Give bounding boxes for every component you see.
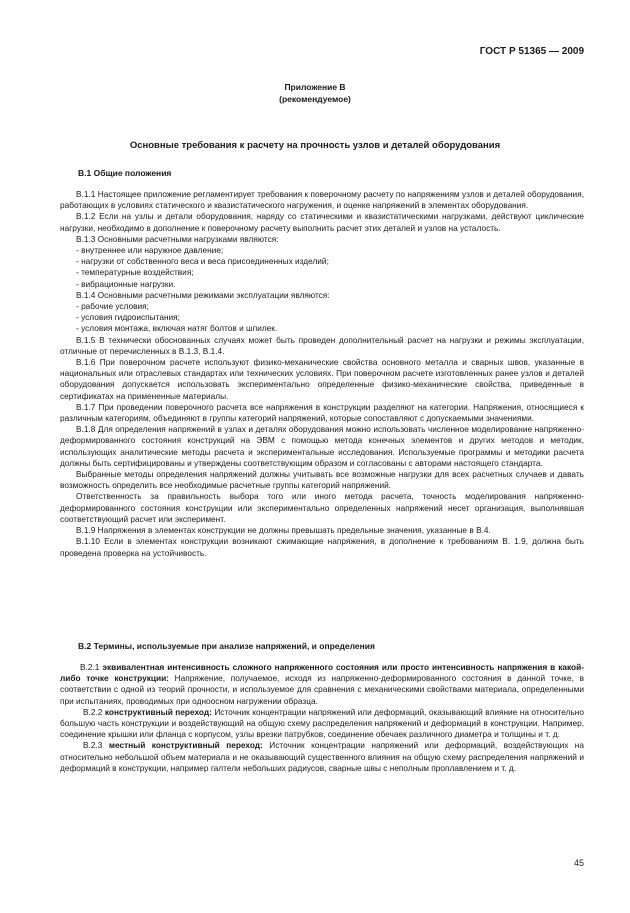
paragraph-b1-4: В.1.4 Основными расчетными режимами эксплуатации являются: — [76, 289, 330, 300]
term-b2-3 — [60, 740, 584, 774]
section-b2-body — [60, 662, 584, 774]
term-name: конструктивный переход: — [104, 706, 212, 717]
paragraph-b1-5: В.1.5 В технически обоснованных случаях может быть проведен дополнительный расчет на нагрузки и режимы эксплуатации, отличные от перечисленных в В.1.3, В.1.4. — [60, 334, 584, 356]
paragraph-b1-6: В.1.6 При поверочном расчете используют физико-механические свойства основного металла и сварных швов, указанные в национальных или отраслевых стандартах или технических условиях. При поверочном расчете изготовленных ранее узлов и деталей оборудования допускается использовать экспериментально определенные физико-механические свойства, приведенные в сертификатах на примененные материалы. — [60, 357, 584, 401]
annex-title: Приложение В — [284, 82, 346, 92]
paragraph-b1-1: В.1.1 Настоящее приложение регламентирует требования к поверочному расчету по напряжениям узлов и деталей оборудования, работающих в условиях статического и квазистатического нагружения, и оценке напряжений в элементах оборудования. — [60, 189, 584, 211]
term-b2-2 — [60, 707, 584, 741]
paragraph-b1-8-responsibility: Ответственность за правильность выбора того или иного метода расчета, точность моделирования напряженно-деформированного состояния конструкции или экспериментально определенных напряжений несет организация, выполнявшая соответствующий расчет или эксперимент. — [60, 491, 584, 524]
term-number: В.2.2 — [83, 706, 103, 717]
list-item: - внутреннее или наружное давление; — [76, 245, 224, 256]
paragraph-b1-3: В.1.3 Основными расчетными нагрузками являются: — [76, 233, 279, 244]
section-heading-b1: В.1 Общие положения — [78, 168, 172, 178]
annex-main-title: Основные требования к расчету на прочность узлов и деталей оборудования — [129, 140, 501, 151]
term-b2-1 — [60, 662, 584, 707]
annex-heading — [0, 82, 630, 105]
term-definition: Источник концентрации напряжений или деформаций, воздействующих на относительно небольшой объем материала и не оказывающий существенного влияния на общую схему распределения напряжений и деформаций в конструкции, например галтели небольших радиусов, сварные швы с неполным проплавлением и т. д. — [60, 740, 585, 773]
list-item: - условия гидроиспытания; — [76, 312, 180, 323]
paragraph-b1-2: В.1.2 Если на узлы и детали оборудования, наряду со статическими и квазистатическими нагрузками, действуют циклические нагрузки, необходимо в дополнение к поверочному расчету выполнить расчет этих деталей и узлов на усталость. — [60, 211, 584, 233]
list-item: - температурные воздействия; — [76, 267, 194, 278]
list-item: - условия монтажа, включая натяг болтов и шпилек. — [76, 323, 278, 334]
term-number: В.2.1 — [80, 662, 100, 672]
paragraph-b1-7: В.1.7 При проведении поверочного расчета все напряжения в конструкции разделяют на категории. Напряжения, относящиеся к различным категориям, объединяют в группы категорий напряжений, которые сопоставляют с допускаемыми значениями. — [60, 401, 584, 424]
term-name: местный конструктивный переход: — [108, 740, 263, 751]
section-heading-b2: В.2 Термины, используемые при анализе напряжений, и определения — [78, 641, 375, 651]
list-item: - вибрационные нагрузки. — [76, 278, 176, 289]
paragraph-b1-10: В.1.10 Если в элементах конструкции возникают сжимающие напряжения, в дополнение к требованиям В. 1.9, должна быть проведена проверка на устойчивость. — [60, 536, 584, 558]
paragraph-b1-8-methods: Выбранные методы определения напряжений должны учитывать все возможные нагрузки для всех расчетных случаев и давать возможность определить все необходимые расчетные группы категорий напряжений. — [60, 469, 584, 491]
list-item: - нагрузки от собственного веса и веса присоединенных изделий; — [76, 256, 329, 267]
page-number: 45 — [573, 858, 584, 868]
section-b1-body — [60, 189, 584, 559]
annex-type: (рекомендуемое) — [279, 93, 351, 104]
term-number: В.2.3 — [83, 740, 103, 751]
term-definition: Источник концентрации напряжений или деформаций, оказывающий влияние на относительно большую часть конструкции и воздействующий на общую схему распределения напряжений и деформаций в конструкции. Например, соединение крышки или фланца с корпусом, узлы врезки патрубков, соединение обечаек различного диаметра и толщины и т. д. — [60, 706, 584, 740]
paragraph-b1-8: В.1.8 Для определения напряжений в узлах и деталях оборудования можно использовать численное моделирование напряженно-деформированного состояния конструкций на ЭВМ с помощью метода конечных элементов и других методов и методик, использующих аналитические методы расчета и экспериментальные исследования. Используемые программы и методики расчета должны быть сертифицированы и утверждены соответствующим образом и согласованы с авторами настоящего стандарта. — [60, 424, 584, 468]
term-name: эквивалентная интенсивность сложного напряженного состояния или просто интенсивность напряжения в какой-либо точке конструкции: — [60, 662, 584, 684]
paragraph-b1-9: В.1.9 Напряжения в элементах конструкции не должны превышать предельные значения, указанные в В.4. — [76, 525, 491, 536]
list-item: - рабочие условия; — [76, 301, 149, 312]
document-id: ГОСТ Р 51365 — 2009 — [479, 46, 584, 57]
term-definition: Напряжение, получаемое, исходя из напряженно-деформированного состояния в данной точке, в соответствии с одной из теорий прочности, и используемое для сравнения с механическими свойствами материала, определенными при испытаниях, проводимых при одноосном нагружении образца. — [60, 673, 584, 706]
